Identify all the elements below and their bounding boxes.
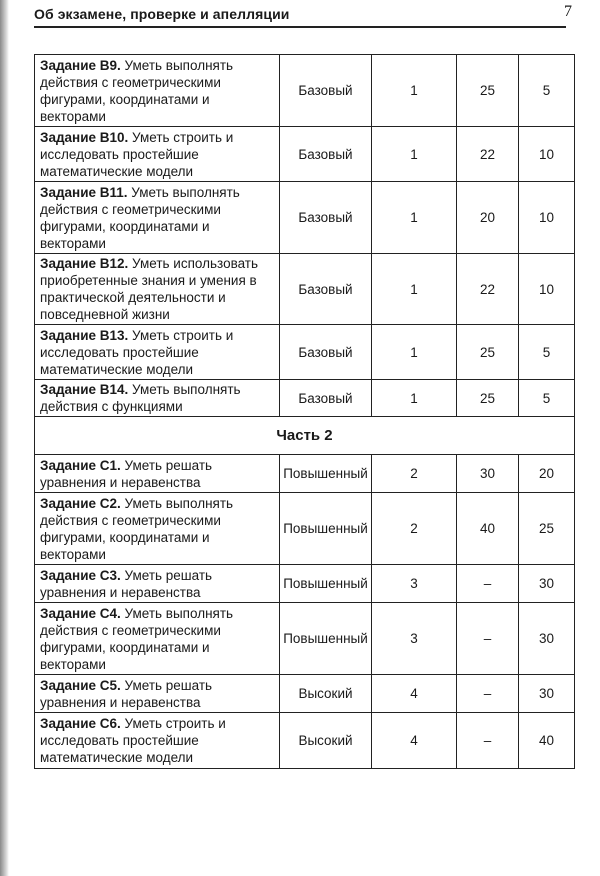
percent-cell: 25 bbox=[519, 493, 575, 565]
task-label: Задание С6. bbox=[40, 716, 121, 731]
time-cell: 25 bbox=[457, 325, 519, 380]
task-text: Уметь выполнять действия с геометрическими фигурами, координатами и векторами bbox=[40, 57, 234, 124]
task-description-cell bbox=[35, 455, 280, 493]
task-label: Задание В10. bbox=[40, 129, 129, 145]
percent-cell: 20 bbox=[519, 455, 575, 493]
task-description-cell bbox=[35, 127, 280, 182]
task-label: Задание В12. bbox=[40, 256, 129, 271]
max-points-cell: 4 bbox=[372, 675, 457, 713]
task-label: Задание С2. bbox=[40, 495, 121, 511]
task-description-cell bbox=[35, 713, 280, 769]
task-description-cell bbox=[35, 675, 280, 713]
task-text: Уметь решать уравнения и неравенства bbox=[40, 567, 213, 600]
task-label: Задание В14. bbox=[40, 382, 129, 397]
task-description-cell bbox=[35, 380, 280, 417]
difficulty-level-cell: Базовый bbox=[280, 325, 372, 380]
percent-cell: 30 bbox=[519, 603, 575, 675]
percent-cell: 30 bbox=[519, 675, 575, 713]
task-text: Уметь строить и исследовать простейшие математические модели bbox=[40, 716, 226, 765]
max-points-cell: 4 bbox=[372, 713, 457, 769]
time-cell: – bbox=[457, 713, 519, 769]
task-description-cell bbox=[35, 603, 280, 675]
task-description-cell bbox=[35, 182, 280, 254]
percent-cell: 5 bbox=[519, 55, 575, 127]
difficulty-level-cell: Базовый bbox=[280, 55, 372, 127]
difficulty-level-cell: Базовый bbox=[280, 380, 372, 417]
percent-cell: 10 bbox=[519, 127, 575, 182]
table-row bbox=[35, 603, 575, 675]
time-cell: – bbox=[457, 565, 519, 603]
task-text: Уметь выполнять действия с геометрическими фигурами, координатами и векторами bbox=[40, 605, 234, 672]
max-points-cell: 1 bbox=[372, 182, 457, 254]
table-row bbox=[35, 254, 575, 325]
max-points-cell: 1 bbox=[372, 254, 457, 325]
part2-heading-body bbox=[35, 417, 575, 455]
task-text: Уметь выполнять действия с геометрическими фигурами, координатами и векторами bbox=[40, 184, 240, 251]
time-cell: 22 bbox=[457, 254, 519, 325]
max-points-cell: 1 bbox=[372, 127, 457, 182]
part1-body bbox=[35, 55, 575, 417]
task-label: Задание С3. bbox=[40, 567, 121, 583]
task-label: Задание В9. bbox=[40, 57, 121, 73]
task-description-cell bbox=[35, 55, 280, 127]
max-points-cell: 1 bbox=[372, 325, 457, 380]
table-row bbox=[35, 675, 575, 713]
difficulty-level-cell: Высокий bbox=[280, 675, 372, 713]
time-cell: 40 bbox=[457, 493, 519, 565]
table-row bbox=[35, 325, 575, 380]
task-label: Задание В11. bbox=[40, 184, 128, 200]
task-description-cell bbox=[35, 325, 280, 380]
time-cell: 22 bbox=[457, 127, 519, 182]
task-text: Уметь строить и исследовать простейшие математические модели bbox=[40, 327, 234, 377]
difficulty-level-cell: Базовый bbox=[280, 254, 372, 325]
difficulty-level-cell: Повышенный bbox=[280, 493, 372, 565]
max-points-cell: 3 bbox=[372, 603, 457, 675]
max-points-cell: 2 bbox=[372, 455, 457, 493]
page-number: 7 bbox=[564, 3, 572, 20]
time-cell: 30 bbox=[457, 455, 519, 493]
task-text: Уметь решать уравнения и неравенства bbox=[40, 677, 213, 710]
part-heading-row bbox=[35, 417, 575, 455]
percent-cell: 5 bbox=[519, 325, 575, 380]
max-points-cell: 1 bbox=[372, 380, 457, 417]
time-cell: – bbox=[457, 603, 519, 675]
time-cell: 20 bbox=[457, 182, 519, 254]
table-row bbox=[35, 182, 575, 254]
task-text: Уметь строить и исследовать простейшие математические модели bbox=[40, 129, 234, 179]
task-label: Задание С4. bbox=[40, 605, 121, 621]
time-cell: 25 bbox=[457, 55, 519, 127]
table-row bbox=[35, 565, 575, 603]
part2-title: Часть 2 bbox=[35, 417, 575, 455]
task-label: Задание В13. bbox=[40, 327, 129, 343]
task-text: Уметь решать уравнения и неравенства bbox=[40, 457, 213, 490]
task-label: Задание С5. bbox=[40, 677, 121, 693]
task-description-cell bbox=[35, 493, 280, 565]
time-cell: 25 bbox=[457, 380, 519, 417]
table-row bbox=[35, 55, 575, 127]
task-text: Уметь использовать приобретенные знания и умения в практической деятельности и повседневной жизни bbox=[40, 256, 259, 322]
task-label: Задание С1. bbox=[40, 457, 121, 473]
percent-cell: 10 bbox=[519, 254, 575, 325]
difficulty-level-cell: Высокий bbox=[280, 713, 372, 769]
task-description-cell bbox=[35, 254, 280, 325]
difficulty-level-cell: Базовый bbox=[280, 182, 372, 254]
tasks-table bbox=[34, 54, 575, 769]
percent-cell: 30 bbox=[519, 565, 575, 603]
percent-cell: 40 bbox=[519, 713, 575, 769]
table-row bbox=[35, 127, 575, 182]
max-points-cell: 2 bbox=[372, 493, 457, 565]
percent-cell: 5 bbox=[519, 380, 575, 417]
table-row bbox=[35, 380, 575, 417]
task-text: Уметь выполнять действия с геометрическими фигурами, координатами и векторами bbox=[40, 495, 234, 562]
book-spine-shadow bbox=[0, 0, 9, 876]
table-row bbox=[35, 713, 575, 769]
max-points-cell: 3 bbox=[372, 565, 457, 603]
difficulty-level-cell: Повышенный bbox=[280, 603, 372, 675]
task-text: Уметь выполнять действия с функциями bbox=[40, 382, 241, 414]
task-description-cell bbox=[35, 565, 280, 603]
percent-cell: 10 bbox=[519, 182, 575, 254]
difficulty-level-cell: Повышенный bbox=[280, 455, 372, 493]
max-points-cell: 1 bbox=[372, 55, 457, 127]
table-row bbox=[35, 493, 575, 565]
difficulty-level-cell: Базовый bbox=[280, 127, 372, 182]
part2-body bbox=[35, 455, 575, 769]
time-cell: – bbox=[457, 675, 519, 713]
difficulty-level-cell: Повышенный bbox=[280, 565, 372, 603]
page-header bbox=[34, 3, 572, 28]
header-title: Об экзамене, проверке и апелляции bbox=[34, 6, 290, 22]
table-row bbox=[35, 455, 575, 493]
